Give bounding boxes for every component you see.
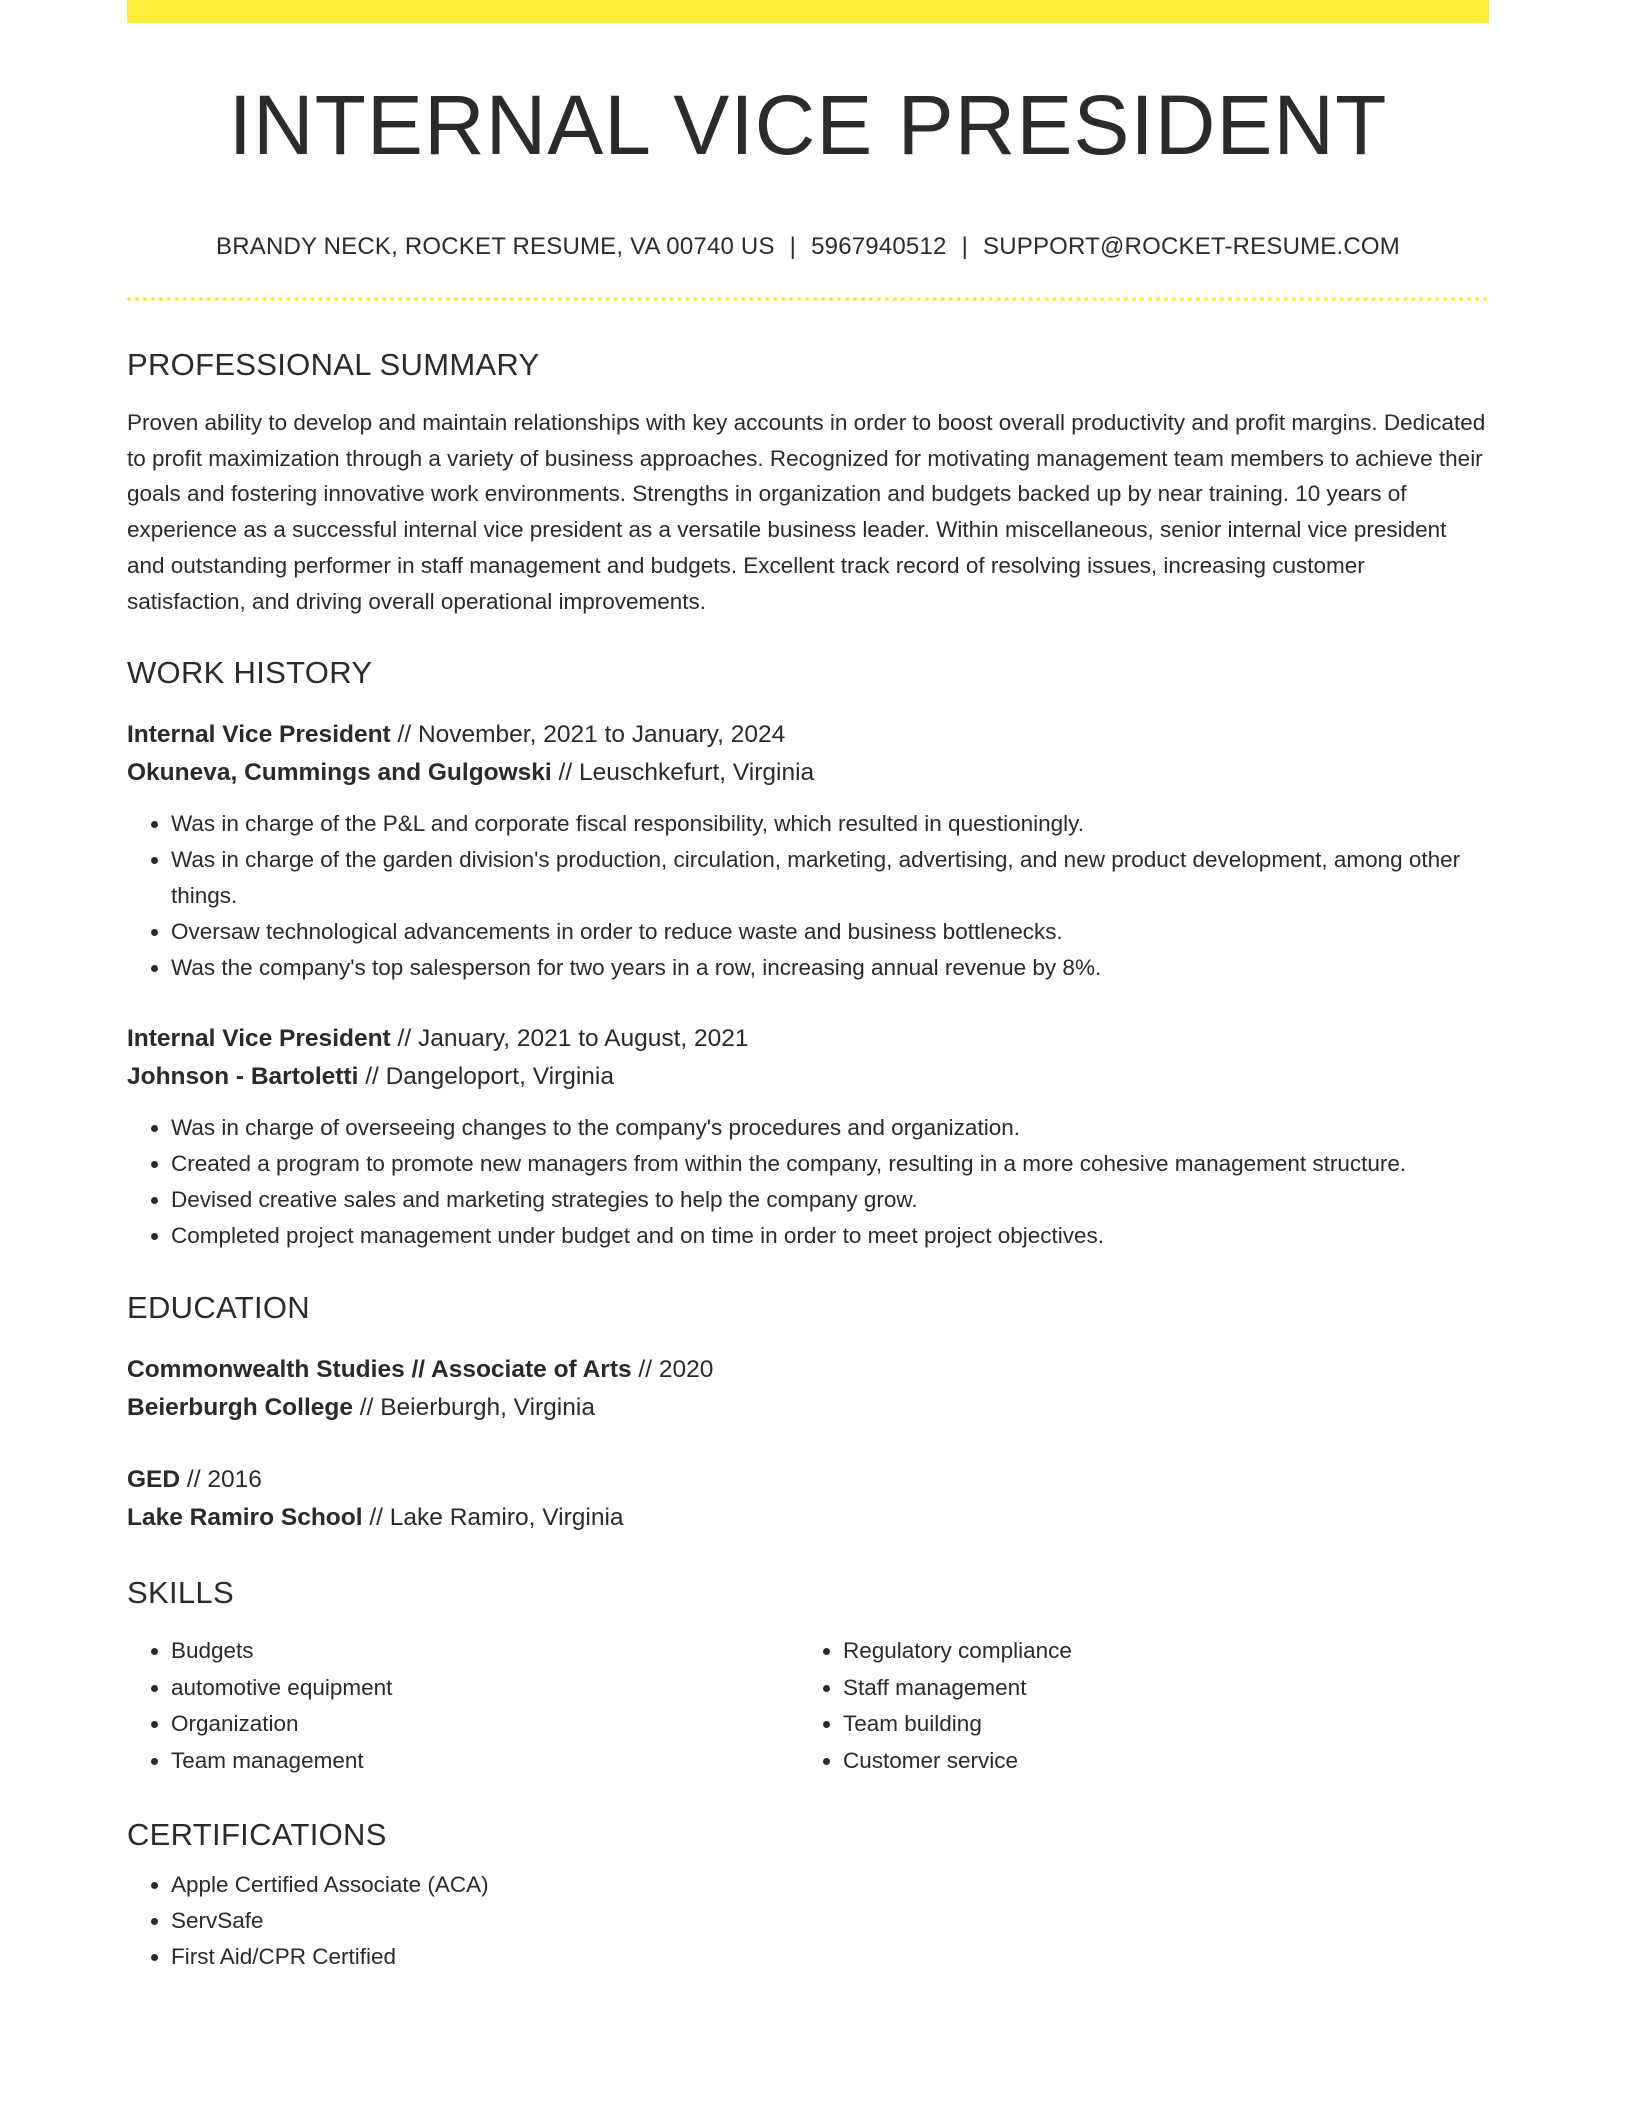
education-school: Beierburgh College <box>127 1394 353 1422</box>
certification-item: • First Aid/CPR Certified <box>171 1939 1489 1975</box>
job-bullet: • Completed project management under budget and on time in order to meet project objectives. <box>171 1218 1489 1254</box>
work-history-heading: WORK HISTORY <box>127 655 373 691</box>
job-company-line <box>127 754 1489 792</box>
job-company-line <box>127 1058 1489 1096</box>
contact-separator: | <box>961 233 969 260</box>
skills-grid <box>127 1633 1489 1779</box>
contact-address: BRANDY NECK, ROCKET RESUME, VA 00740 US <box>216 233 775 260</box>
job-location: // Dangeloport, Virginia <box>358 1063 614 1091</box>
education-school-line <box>127 1499 1489 1537</box>
job-title: Internal Vice President <box>127 1025 391 1053</box>
skills-column-right <box>799 1633 1471 1779</box>
job-bullet: • Created a program to promote new managers from within the company, resulting in a more cohesive management structure. <box>171 1146 1489 1182</box>
job-bullet: • Was the company's top salesperson for two years in a row, increasing annual revenue by 8%. <box>171 950 1489 986</box>
job-dates: // November, 2021 to January, 2024 <box>390 721 786 749</box>
skill-item: • Budgets <box>171 1633 799 1670</box>
education-location: // Lake Ramiro, Virginia <box>362 1504 624 1532</box>
accent-top-bar <box>127 0 1489 23</box>
resume-title: INTERNAL VICE PRESIDENT <box>228 78 1388 172</box>
summary-heading: PROFESSIONAL SUMMARY <box>127 347 540 382</box>
header-divider <box>127 297 1489 301</box>
education-school-line <box>127 1389 1489 1427</box>
skill-item: • Team building <box>843 1706 1471 1743</box>
job-bullets <box>127 1110 1489 1254</box>
contact-line <box>127 233 1489 261</box>
skill-item: • Customer service <box>843 1743 1471 1780</box>
education-school: Lake Ramiro School <box>127 1504 363 1532</box>
job-bullet: • Was in charge of the garden division's production, circulation, marketing, advertising, and new product development, among other things. <box>171 842 1489 914</box>
skill-item: • Staff management <box>843 1670 1471 1707</box>
education-degree: Commonwealth Studies // Associate of Arts <box>127 1356 632 1384</box>
job-company: Okuneva, Cummings and Gulgowski <box>127 759 552 787</box>
contact-email: SUPPORT@ROCKET-RESUME.COM <box>983 233 1400 260</box>
job-entry <box>127 716 1489 986</box>
job-dates: // January, 2021 to August, 2021 <box>390 1025 749 1053</box>
job-entry <box>127 1020 1489 1254</box>
contact-separator: | <box>789 233 797 260</box>
job-bullet: • Was in charge of overseeing changes to the company's procedures and organization. <box>171 1110 1489 1146</box>
skills-column-left <box>127 1633 799 1779</box>
job-title-line <box>127 1020 1489 1058</box>
skill-item: • automotive equipment <box>171 1670 799 1707</box>
skills-heading: SKILLS <box>127 1575 234 1611</box>
education-year: // 2020 <box>631 1356 714 1384</box>
job-bullet: • Was in charge of the P&L and corporate fiscal responsibility, which resulted in questioningly. <box>171 806 1489 842</box>
job-title: Internal Vice President <box>127 721 391 749</box>
resume-page <box>127 0 1489 1975</box>
education-year: // 2016 <box>180 1466 262 1494</box>
contact-phone: 5967940512 <box>811 233 947 260</box>
certification-item: • ServSafe <box>171 1903 1489 1939</box>
education-degree-line <box>127 1351 1489 1389</box>
skill-item: • Regulatory compliance <box>843 1633 1471 1670</box>
education-heading: EDUCATION <box>127 1290 310 1326</box>
education-location: // Beierburgh, Virginia <box>352 1394 595 1422</box>
certifications-list <box>127 1867 1489 1975</box>
certification-item: • Apple Certified Associate (ACA) <box>171 1867 1489 1903</box>
skill-item: • Organization <box>171 1706 799 1743</box>
education-entry <box>127 1461 1489 1537</box>
job-bullet: • Oversaw technological advancements in order to reduce waste and business bottlenecks. <box>171 914 1489 950</box>
education-degree: GED <box>127 1466 181 1494</box>
skill-item: • Team management <box>171 1743 799 1780</box>
job-bullets <box>127 806 1489 986</box>
job-location: // Leuschkefurt, Virginia <box>551 759 815 787</box>
job-title-line <box>127 716 1489 754</box>
certifications-heading: CERTIFICATIONS <box>127 1817 387 1853</box>
education-entry <box>127 1351 1489 1427</box>
education-degree-line <box>127 1461 1489 1499</box>
job-company: Johnson - Bartoletti <box>127 1063 359 1091</box>
job-bullet: • Devised creative sales and marketing strategies to help the company grow. <box>171 1182 1489 1218</box>
summary-text: Proven ability to develop and maintain relationships with key accounts in order to boost overall productivity and profit margins. Dedicated to profit maximization through a variety of business approaches. Recognized for motivating management team members to achieve their goals and fostering innovative work environments. Strengths in organization and budgets backed up by near training. 10 years of experience as a successful internal vice president as a versatile business leader. Within miscellaneous, senior internal vice president and outstanding performer in staff management and budgets. Excellent track record of resolving issues, increasing customer satisfaction, and driving overall operational improvements. <box>127 410 1486 614</box>
